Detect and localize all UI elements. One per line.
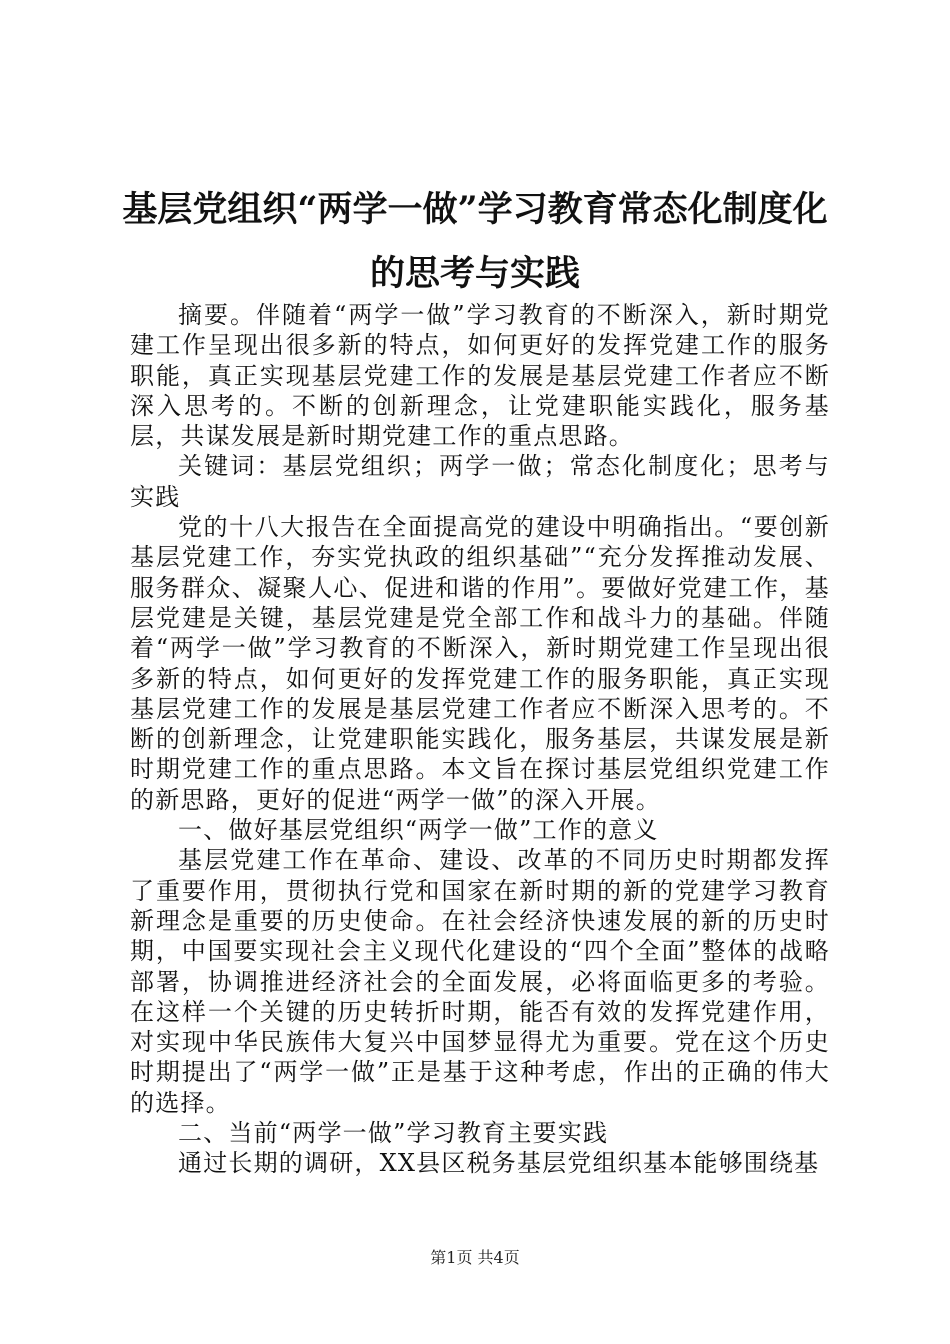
document-body <box>130 300 830 1179</box>
abstract-paragraph: 摘要。伴随着“两学一做”学习教育的不断深入，新时期党建工作呈现出很多新的特点，如何更好的发挥党建工作的服务职能，真正实现基层党建工作的发展是基层党建工作者应不断深入思考的。不断的创新理念，让党建职能实践化，服务基层，共谋发展是新时期党建工作的重点思路。 <box>130 301 830 451</box>
body-paragraph: 通过长期的调研，XX县区税务基层党组织基本能够围绕基 <box>178 1149 820 1178</box>
document-title: 基层党组织“两学一做”学习教育常态化制度化的思考与实践 <box>122 189 828 294</box>
page-number-footer: 第1页 共4页 <box>430 1248 520 1267</box>
body-paragraph: 党的十八大报告在全面提高党的建设中明确指出。“要创新基层党建工作，夯实党执政的组织基础”“充分发挥推动发展、服务群众、凝聚人心、促进和谐的作用”。要做好党建工作，基层党建是关键，基层党建是党全部工作和战斗力的基础。伴随着“两学一做”学习教育的不断深入，新时期党建工作呈现出很多新的特点，如何更好的发挥党建工作的服务职能，真正实现基层党建工作的发展是基层党建工作者应不断深入思考的。不断的创新理念，让党建职能实践化，服务基层，共谋发展是新时期党建工作的重点思路。本文旨在探讨基层党组织党建工作的新思路，更好的促进“两学一做”的深入开展。 <box>130 513 830 814</box>
section-heading-2: 二、当前“两学一做”学习教育主要实践 <box>178 1119 609 1148</box>
body-paragraph: 基层党建工作在革命、建设、改革的不同历史时期都发挥了重要作用，贯彻执行党和国家在新时期的新的党建学习教育新理念是重要的历史使命。在社会经济快速发展的新的历史时期，中国要实现社会主义现代化建设的“四个全面”整体的战略部署，协调推进经济社会的全面发展，必将面临更多的考验。在这样一个关键的历史转折时期，能否有效的发挥党建作用，对实现中华民族伟大复兴中国梦显得尤为重要。党在这个历史时期提出了“两学一做”正是基于这种考虑，作出的正确的伟大的选择。 <box>130 846 830 1117</box>
keywords-paragraph: 关键词：基层党组织；两学一做；常态化制度化；思考与实践 <box>130 452 830 511</box>
section-heading-1: 一、做好基层党组织“两学一做”工作的意义 <box>178 816 659 845</box>
